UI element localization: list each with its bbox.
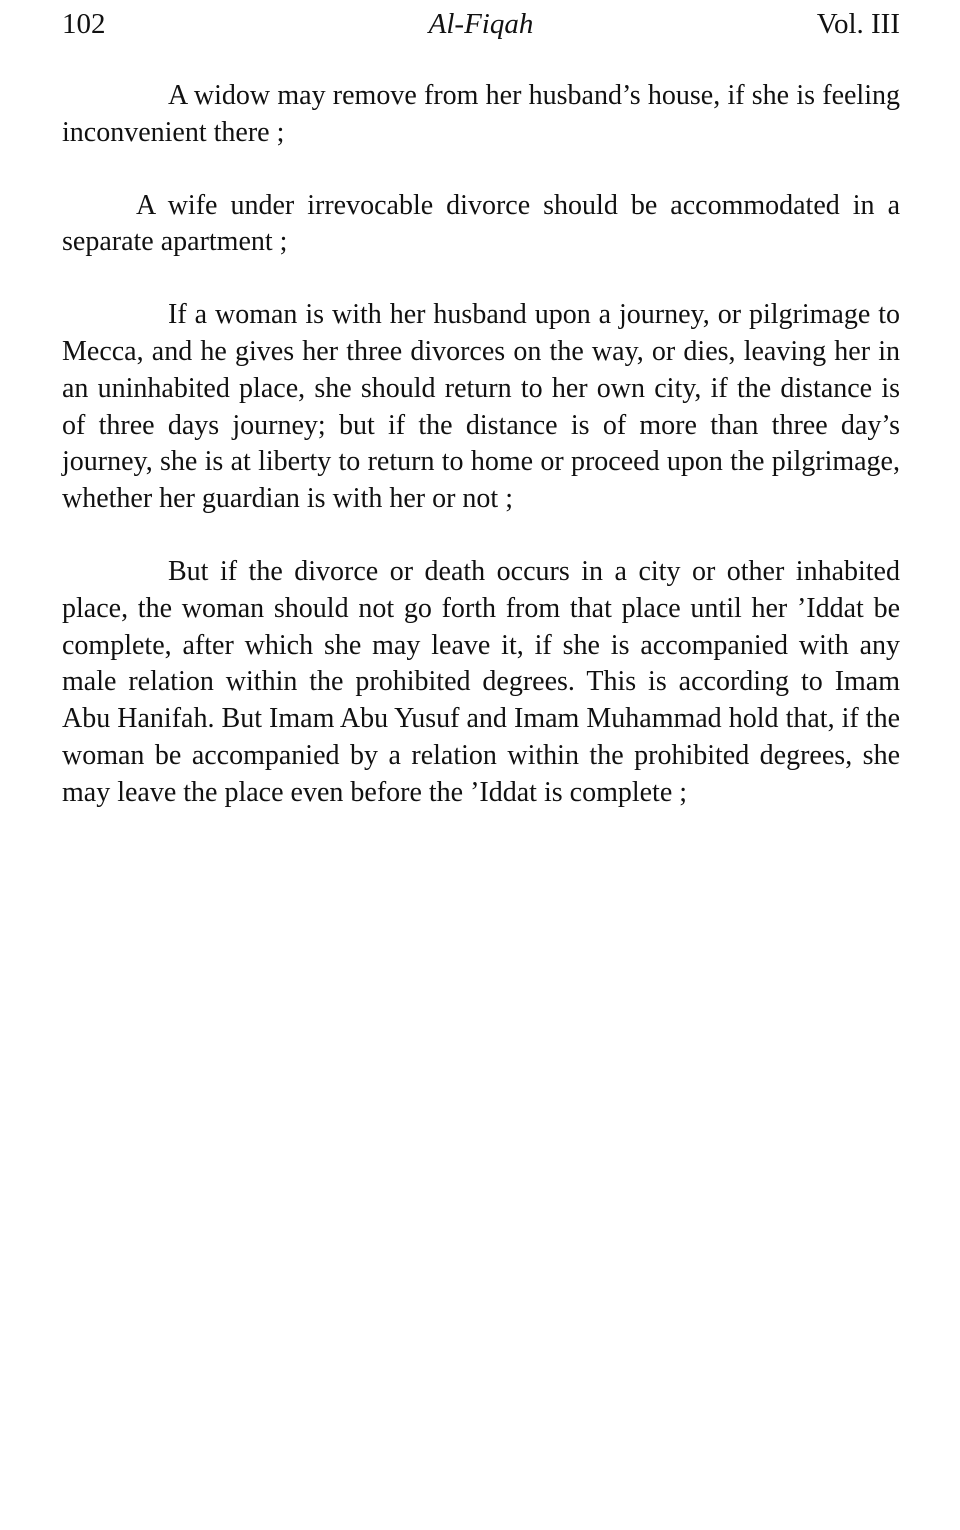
paragraph-irrevocable-divorce: A wife under irrevocable divorce should be accommodated in a separate apartment ; bbox=[62, 189, 900, 258]
paragraph-journey-divorce: If a woman is with her husband upon a journey, or pilgrimage to Mecca, and he gives her three divorces on the way, or dies, leaving her in an uninhabited place, she should return to her own city, if the distance is of three days journey; but if the distance is of more than three day’s journey, she is at liberty to return to home or proceed upon the pilgrimage, whether her guardian is with her or not ; bbox=[62, 299, 900, 515]
book-title: Al-Fiqah bbox=[428, 8, 534, 40]
paragraph-city-divorce: But if the divorce or death occurs in a city or other inhabited place, the woman should not go forth from that place until her ’Iddat be complete, after which she may leave it, if she is accompanied with any male relation within the prohibited degrees. This is according to Imam Abu Hanifah. But Imam Abu Yusuf and Imam Muhammad hold that, if the woman be accompanied by a relation within the prohibited degrees, she may leave the place even before the ’Iddat is complete ; bbox=[62, 555, 900, 808]
paragraph-widow-removal: A widow may remove from her husband’s house, if she is feeling inconvenient there ; bbox=[62, 80, 900, 148]
page-number: 102 bbox=[62, 8, 106, 40]
volume-label: Vol. III bbox=[816, 8, 900, 40]
running-header bbox=[62, 4, 900, 44]
body-text bbox=[62, 78, 900, 848]
